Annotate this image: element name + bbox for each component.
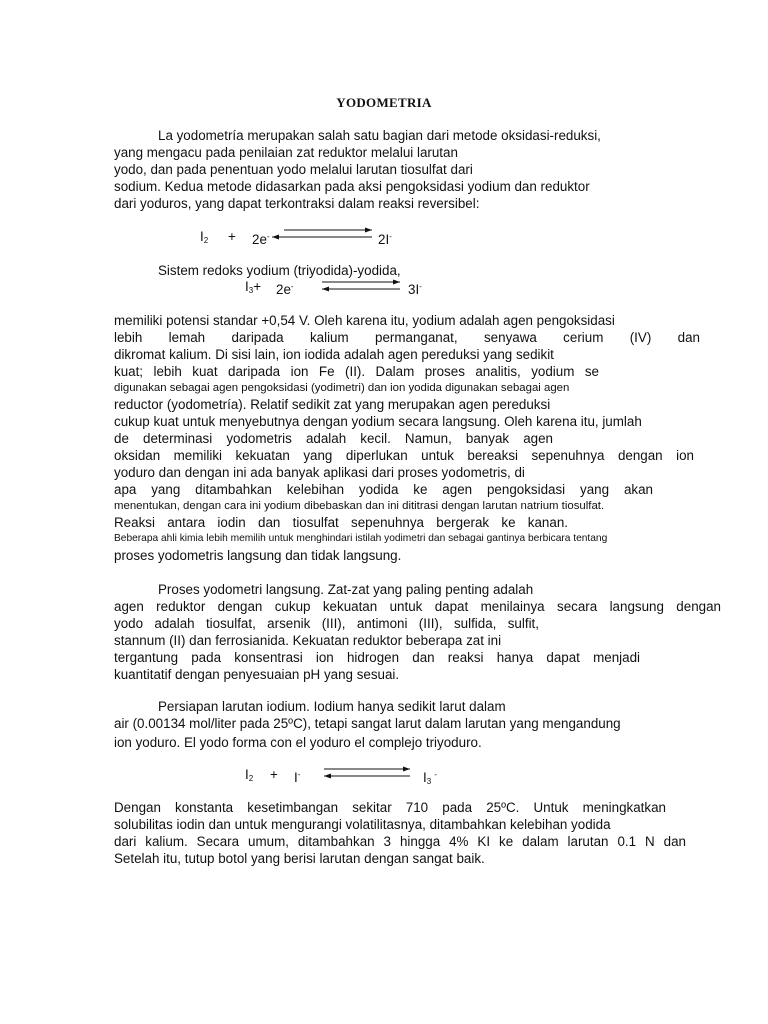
para3-line: oksidan memiliki kekuatan yang diperlukan untuk bereaksi sepenuhnya dengan ion — [114, 448, 694, 463]
equation-3-left: $I_2$ — [245, 767, 254, 783]
para3-line: cukup kuat untuk menyebutnya dengan yodium secara langsung. Oleh karena itu, jumlah — [114, 414, 642, 429]
para1-line: yodo, dan pada penentuan yodo melalui larutan tiosulfat dari — [114, 162, 473, 177]
para3-line: yoduro dan dengan ini ada banyak aplikasi dari proses yodometris, di — [114, 465, 525, 480]
para4-line: tergantung pada konsentrasi ion hidrogen dan reaksi hanya dapat menjadi — [114, 650, 640, 665]
para1-line: dari yoduros, yang dapat terkontraksi dalam reaksi reversibel: — [114, 196, 480, 211]
equation-1-right: 2I- — [378, 232, 392, 247]
equation-2-right: 3I- — [408, 282, 422, 297]
para3-line: kuat; lebih kuat daripada ion Fe (II). Dalam proses analitis, yodium se — [114, 364, 599, 379]
equation-3-middle: I- — [294, 770, 301, 785]
equation-2-middle: 2e- — [276, 282, 294, 297]
para3-line: proses yodometris langsung dan tidak langsung. — [114, 548, 402, 563]
equation-3-plus: + — [270, 767, 278, 782]
para2-line: Sistem redoks yodium (triyodida)-yodida, — [158, 263, 401, 278]
para1-line: yang mengacu pada penilaian zat reduktor melalui larutan — [114, 145, 458, 160]
para3-line: de determinasi yodometris adalah kecil. Namun, banyak agen — [114, 431, 553, 446]
para4-line: yodo adalah tiosulfat, arsenik (III), antimoni (III), sulfida, sulfit, — [114, 616, 539, 631]
para1-line: sodium. Kedua metode didasarkan pada aksi pengoksidasi yodium dan reduktor — [114, 179, 590, 194]
document-title: YODOMETRIA — [336, 95, 432, 110]
para3-line: Reaksi antara iodin dan tiosulfat sepenuhnya bergerak ke kanan. — [114, 515, 568, 530]
equilibrium-arrow-1 — [268, 226, 378, 242]
para6-line: Setelah itu, tutup botol yang berisi larutan dengan sangat baik. — [114, 851, 485, 866]
equilibrium-arrow-3 — [320, 765, 414, 781]
para5-line: Persiapan larutan iodium. Iodium hanya sedikit larut dalam — [158, 699, 506, 714]
para5-line: ion yoduro. El yodo forma con el yoduro el complejo triyoduro. — [114, 735, 482, 750]
para3-line: lebih lemah daripada kalium permanganat, senyawa cerium (IV) dan — [114, 330, 700, 345]
equation-1-middle: 2e- — [252, 232, 270, 247]
para3-line: dikromat kalium. Di sisi lain, ion iodida adalah agen pereduksi yang sedikit — [114, 347, 554, 362]
para3-line: digunakan sebagai agen pengoksidasi (yodimetri) dan ion yodida digunakan sebagai agen — [114, 382, 570, 394]
para4-line: Proses yodometri langsung. Zat-zat yang paling penting adalah — [158, 582, 534, 597]
equation-1-plus: + — [228, 229, 236, 244]
para3-line: menentukan, dengan cara ini yodium dibebaskan dan ini dititrasi dengan larutan natrium tiosulfat. — [114, 500, 605, 512]
para4-line: kuantitatif dengan penyesuaian pH yang sesuai. — [114, 667, 400, 682]
para4-line: agen reduktor dengan cukup kekuatan untuk dapat menilainya secara langsung dengan — [114, 599, 721, 614]
equilibrium-arrow-2 — [318, 278, 404, 294]
para5-line: air (0.00134 mol/liter pada 25ºC), tetapi sangat larut dalam larutan yang mengandung — [114, 716, 621, 731]
para6-line: Dengan konstanta kesetimbangan sekitar 710 pada 25ºC. Untuk meningkatkan — [114, 800, 666, 815]
para6-line: dari kalium. Secara umum, ditambahkan 3 hingga 4% KI ke dalam larutan 0.1 N dan — [114, 834, 686, 849]
para3-line: Beberapa ahli kimia lebih memilih untuk menghindari istilah yodimetri dan sebagai gantinya berbicara tentang — [114, 533, 608, 544]
para6-line: solubilitas iodin dan untuk mengurangi volatilitasnya, ditambahkan kelebihan yodida — [114, 817, 611, 832]
para1-line: La yodometría merupakan salah satu bagian dari metode oksidasi-reduksi, — [158, 128, 601, 143]
equation-1-left: $I_2$ — [200, 229, 209, 245]
para4-line: stannum (II) dan ferrosianida. Kekuatan reduktor beberapa zat ini — [114, 633, 502, 648]
para3-line: memiliki potensi standar +0,54 V. Oleh karena itu, yodium adalah agen pengoksidasi — [114, 313, 615, 328]
equation-3-right: $I_3^-$ — [423, 770, 437, 786]
para3-line: reductor (yodometría). Relatif sedikit zat yang merupakan agen pereduksi — [114, 397, 551, 412]
para3-line: apa yang ditambahkan kelebihan yodida ke agen pengoksidasi yang akan — [114, 482, 653, 497]
equation-2-left: $I_3+$ — [245, 279, 262, 295]
